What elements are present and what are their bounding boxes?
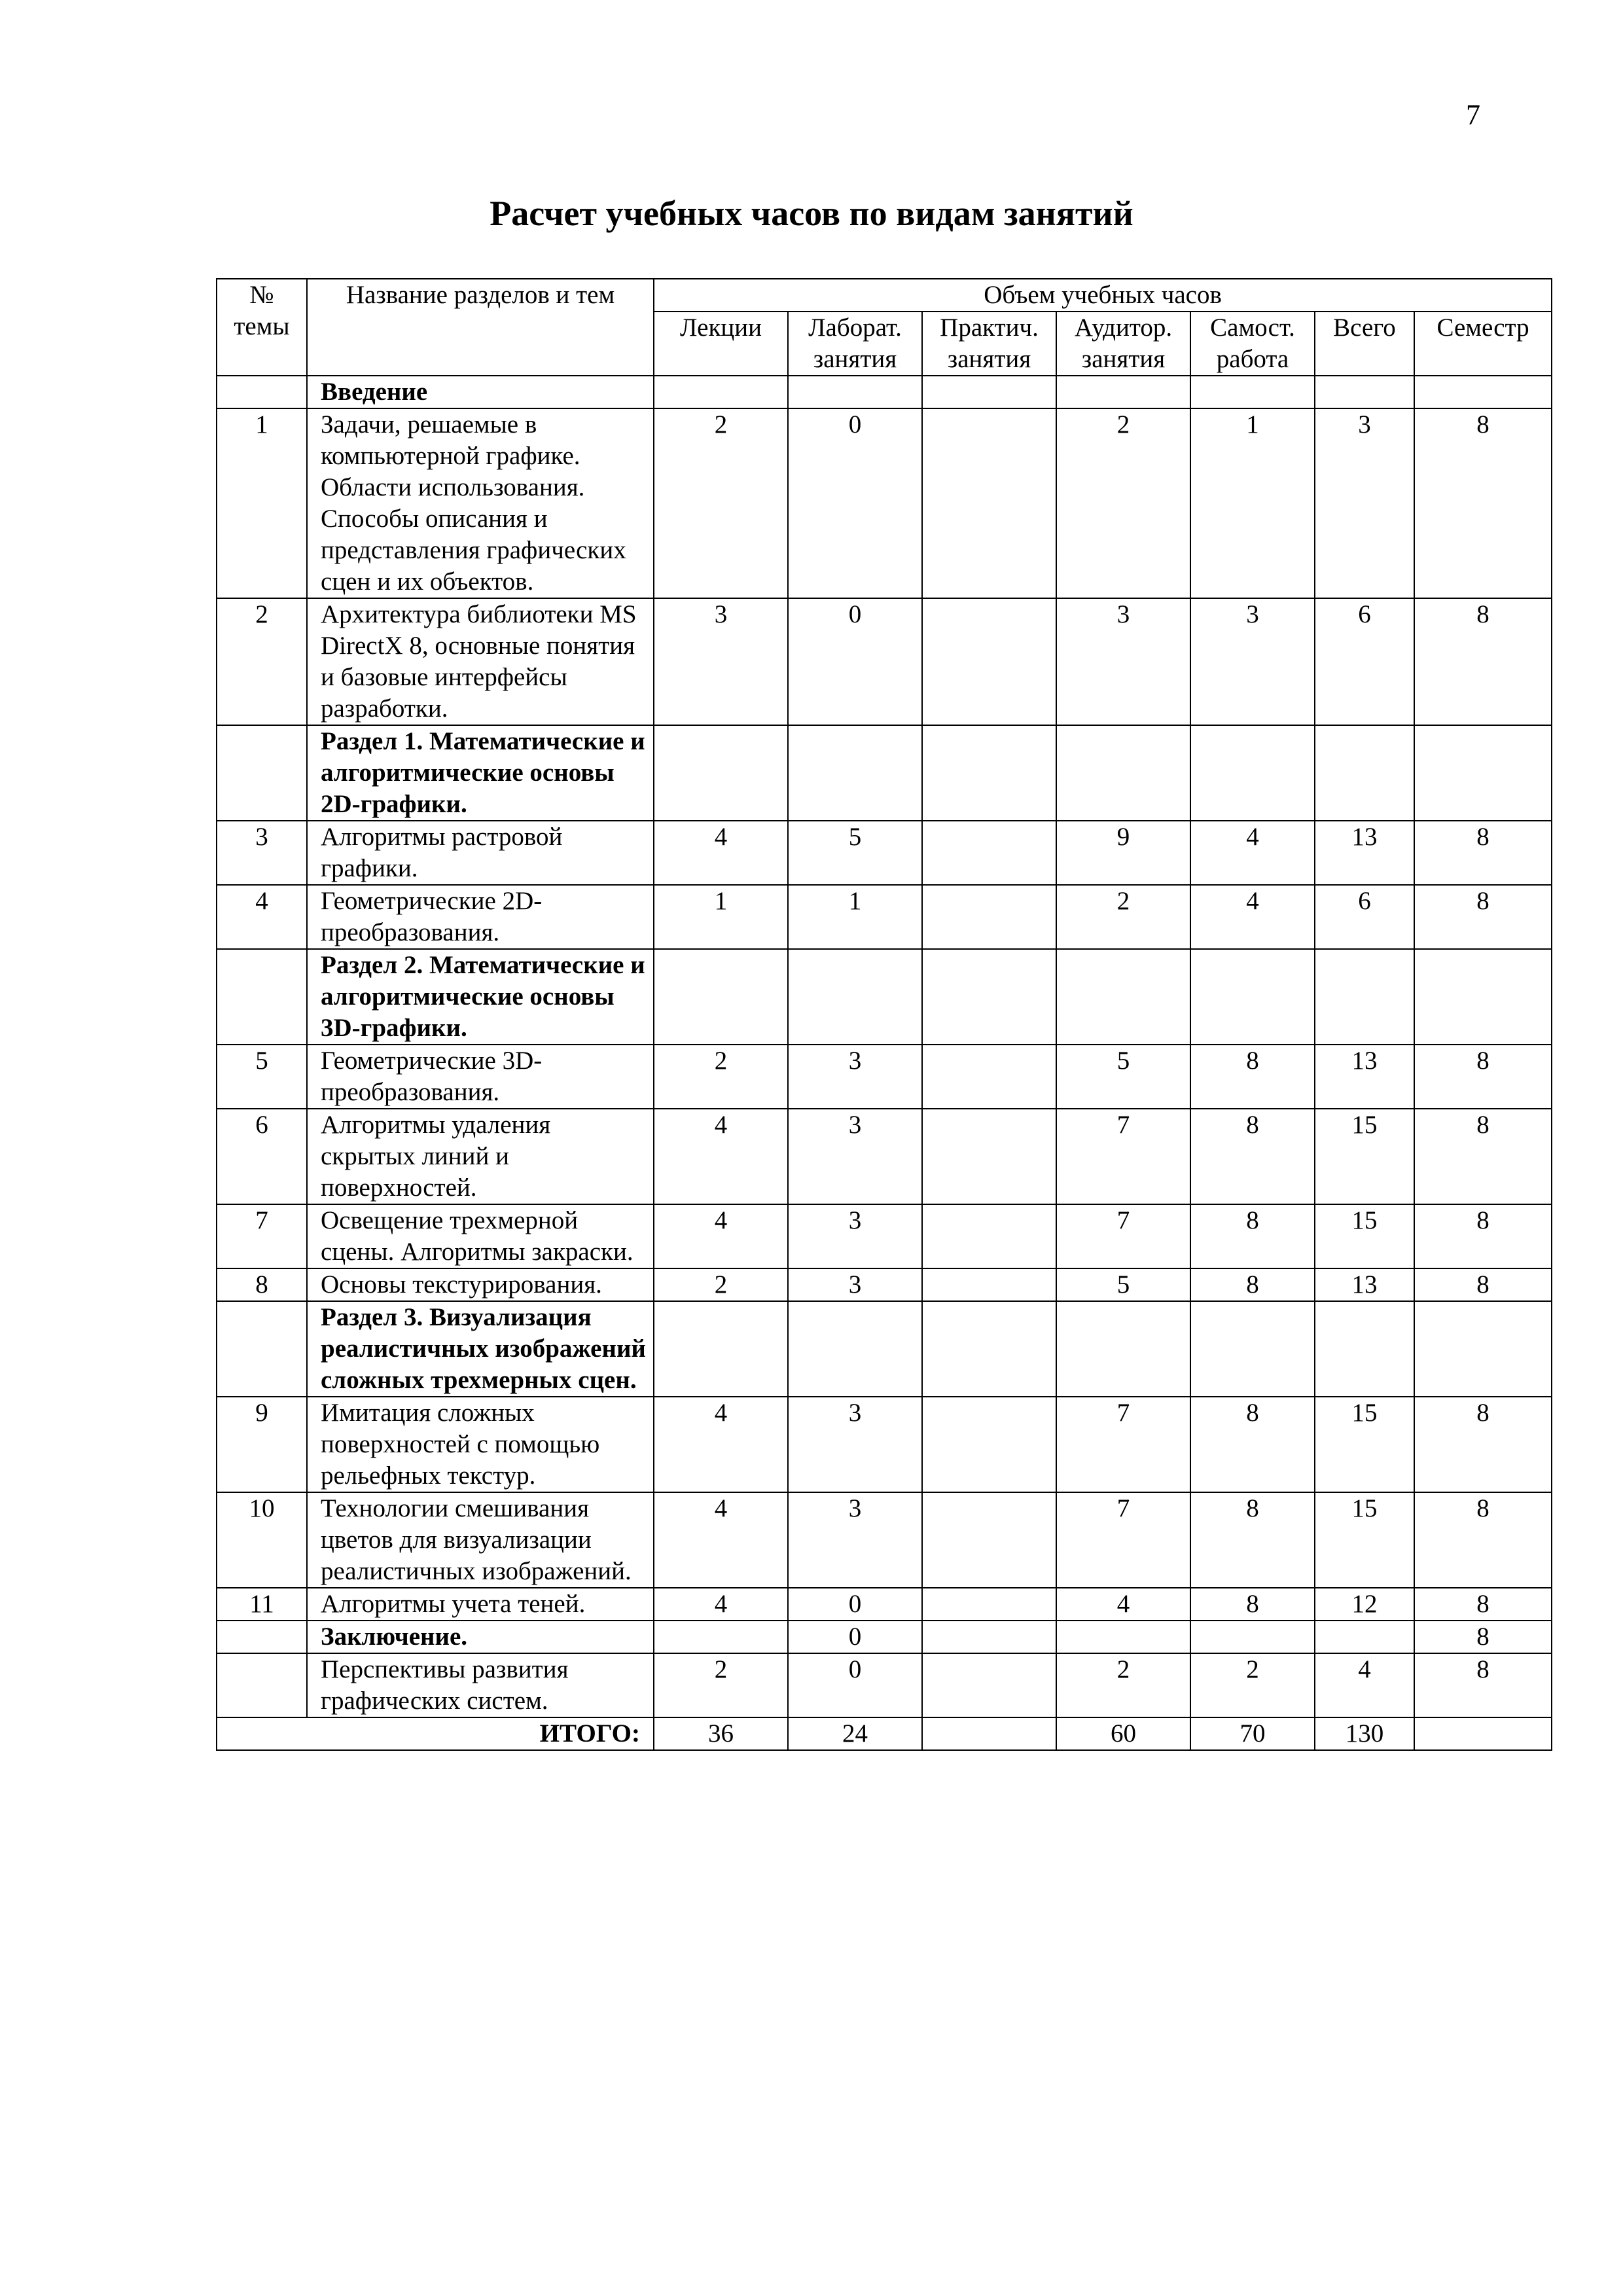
lectures-cell: 2	[654, 408, 788, 598]
total-classroom: 60	[1056, 1717, 1190, 1750]
topic-number-cell: 4	[217, 885, 307, 949]
section-title-cell: Введение	[307, 376, 654, 408]
labs-cell	[788, 376, 922, 408]
practice-cell	[922, 1301, 1056, 1397]
total-cell: 4	[1315, 1653, 1414, 1717]
total-label: ИТОГО:	[217, 1717, 654, 1750]
lectures-cell	[654, 949, 788, 1045]
practice-cell	[922, 408, 1056, 598]
total-row	[217, 1717, 1552, 1750]
self-study-cell: 8	[1190, 1492, 1315, 1588]
lectures-cell: 2	[654, 1653, 788, 1717]
semester-cell: 8	[1414, 885, 1552, 949]
total-cell	[1315, 725, 1414, 821]
semester-cell: 8	[1414, 598, 1552, 725]
semester-cell	[1414, 725, 1552, 821]
topic-name-cell: Освещение трехмерной сцены. Алгоритмы закраски.	[307, 1204, 654, 1268]
total-cell: 6	[1315, 598, 1414, 725]
self-study-cell: 8	[1190, 1268, 1315, 1301]
header-semester: Семестр	[1414, 312, 1552, 376]
self-study-cell: 8	[1190, 1204, 1315, 1268]
table-row	[217, 1268, 1552, 1301]
practice-cell	[922, 1621, 1056, 1653]
topic-number-cell: 1	[217, 408, 307, 598]
labs-cell	[788, 1301, 922, 1397]
topic-name-cell: Алгоритмы растровой графики.	[307, 821, 654, 885]
lectures-cell: 2	[654, 1045, 788, 1109]
classroom-cell: 7	[1056, 1492, 1190, 1588]
table-row	[217, 1588, 1552, 1621]
header-practice: Практич. занятия	[922, 312, 1056, 376]
table-header	[217, 279, 1552, 376]
practice-cell	[922, 1268, 1056, 1301]
labs-cell	[788, 725, 922, 821]
topic-name-cell: Алгоритмы удаления скрытых линий и поверхностей.	[307, 1109, 654, 1204]
table-row	[217, 598, 1552, 725]
total-cell: 15	[1315, 1204, 1414, 1268]
lectures-cell: 4	[654, 1588, 788, 1621]
topic-name-cell: Геометрические 2D-преобразования.	[307, 885, 654, 949]
topic-number-cell	[217, 1301, 307, 1397]
topic-number-cell: 10	[217, 1492, 307, 1588]
classroom-cell: 2	[1056, 408, 1190, 598]
lectures-cell: 4	[654, 821, 788, 885]
semester-cell	[1414, 376, 1552, 408]
table-row	[217, 1045, 1552, 1109]
practice-cell	[922, 1492, 1056, 1588]
hours-table	[216, 278, 1552, 1751]
self-study-cell	[1190, 949, 1315, 1045]
self-study-cell: 8	[1190, 1397, 1315, 1492]
topic-name-cell: Имитация сложных поверхностей с помощью рельефных текстур.	[307, 1397, 654, 1492]
self-study-cell: 3	[1190, 598, 1315, 725]
labs-cell: 3	[788, 1492, 922, 1588]
self-study-cell	[1190, 725, 1315, 821]
topic-number-cell	[217, 376, 307, 408]
total-cell	[1315, 949, 1414, 1045]
table-body	[217, 376, 1552, 1717]
semester-cell: 8	[1414, 1268, 1552, 1301]
lectures-cell	[654, 1621, 788, 1653]
total-cell: 6	[1315, 885, 1414, 949]
practice-cell	[922, 376, 1056, 408]
total-cell: 13	[1315, 1268, 1414, 1301]
total-lectures: 36	[654, 1717, 788, 1750]
practice-cell	[922, 1109, 1056, 1204]
total-cell: 13	[1315, 1045, 1414, 1109]
semester-cell: 8	[1414, 1109, 1552, 1204]
classroom-cell: 7	[1056, 1397, 1190, 1492]
topic-name-cell: Технологии смешивания цветов для визуализации реалистичных изображений.	[307, 1492, 654, 1588]
semester-cell: 8	[1414, 821, 1552, 885]
self-study-cell: 8	[1190, 1588, 1315, 1621]
total-semester	[1414, 1717, 1552, 1750]
total-practice	[922, 1717, 1056, 1750]
lectures-cell: 1	[654, 885, 788, 949]
practice-cell	[922, 1397, 1056, 1492]
labs-cell: 3	[788, 1045, 922, 1109]
labs-cell: 1	[788, 885, 922, 949]
semester-cell	[1414, 949, 1552, 1045]
self-study-cell	[1190, 1301, 1315, 1397]
topic-number-cell: 7	[217, 1204, 307, 1268]
table-row	[217, 1109, 1552, 1204]
topic-number-cell: 6	[217, 1109, 307, 1204]
section-title-cell: Раздел 1. Математические и алгоритмические основы 2D-графики.	[307, 725, 654, 821]
section-row	[217, 725, 1552, 821]
lectures-cell	[654, 376, 788, 408]
self-study-cell: 4	[1190, 821, 1315, 885]
lectures-cell	[654, 725, 788, 821]
section-title-cell: Заключение.	[307, 1621, 654, 1653]
topic-name-cell: Алгоритмы учета теней.	[307, 1588, 654, 1621]
labs-cell: 5	[788, 821, 922, 885]
page-title: Расчет учебных часов по видам занятий	[490, 194, 1133, 233]
classroom-cell: 4	[1056, 1588, 1190, 1621]
topic-number-cell: 3	[217, 821, 307, 885]
topic-number-cell: 5	[217, 1045, 307, 1109]
labs-cell: 3	[788, 1204, 922, 1268]
classroom-cell	[1056, 1301, 1190, 1397]
header-total: Всего	[1315, 312, 1414, 376]
semester-cell: 8	[1414, 1621, 1552, 1653]
labs-cell	[788, 949, 922, 1045]
practice-cell	[922, 1588, 1056, 1621]
classroom-cell: 7	[1056, 1109, 1190, 1204]
topic-name-cell: Геометрические 3D-преобразования.	[307, 1045, 654, 1109]
header-hours-volume: Объем учебных часов	[654, 279, 1552, 312]
practice-cell	[922, 1204, 1056, 1268]
semester-cell: 8	[1414, 1045, 1552, 1109]
self-study-cell: 4	[1190, 885, 1315, 949]
classroom-cell	[1056, 725, 1190, 821]
section-title-cell: Раздел 3. Визуализация реалистичных изображений сложных трехмерных сцен.	[307, 1301, 654, 1397]
topic-name-cell: Задачи, решаемые в компьютерной графике. Области использования. Способы описания и представления графических сцен и их объектов.	[307, 408, 654, 598]
practice-cell	[922, 1653, 1056, 1717]
self-study-cell: 2	[1190, 1653, 1315, 1717]
section-title-cell: Раздел 2. Математические и алгоритмические основы 3D-графики.	[307, 949, 654, 1045]
classroom-cell: 9	[1056, 821, 1190, 885]
total-labs: 24	[788, 1717, 922, 1750]
table-row	[217, 1397, 1552, 1492]
labs-cell: 0	[788, 1653, 922, 1717]
section-row	[217, 1301, 1552, 1397]
table-row	[217, 821, 1552, 885]
table-row	[217, 408, 1552, 598]
topic-number-cell: 2	[217, 598, 307, 725]
semester-cell: 8	[1414, 1492, 1552, 1588]
semester-cell: 8	[1414, 1204, 1552, 1268]
semester-cell: 8	[1414, 1653, 1552, 1717]
practice-cell	[922, 598, 1056, 725]
self-study-cell: 1	[1190, 408, 1315, 598]
labs-cell: 0	[788, 408, 922, 598]
practice-cell	[922, 821, 1056, 885]
topic-number-cell	[217, 949, 307, 1045]
total-cell: 15	[1315, 1109, 1414, 1204]
header-self-study: Самост. работа	[1190, 312, 1315, 376]
topic-name-cell: Основы текстурирования.	[307, 1268, 654, 1301]
table-row	[217, 1492, 1552, 1588]
header-classroom: Аудитор. занятия	[1056, 312, 1190, 376]
labs-cell: 0	[788, 598, 922, 725]
total-all: 130	[1315, 1717, 1414, 1750]
lectures-cell: 2	[654, 1268, 788, 1301]
classroom-cell	[1056, 376, 1190, 408]
semester-cell: 8	[1414, 1588, 1552, 1621]
classroom-cell: 5	[1056, 1268, 1190, 1301]
total-cell: 15	[1315, 1397, 1414, 1492]
lectures-cell: 4	[654, 1492, 788, 1588]
labs-cell: 3	[788, 1268, 922, 1301]
semester-cell	[1414, 1301, 1552, 1397]
semester-cell: 8	[1414, 408, 1552, 598]
practice-cell	[922, 1045, 1056, 1109]
topic-name-cell: Архитектура библиотеки MS DirectX 8, основные понятия и базовые интерфейсы разработки.	[307, 598, 654, 725]
labs-cell: 3	[788, 1397, 922, 1492]
total-cell	[1315, 376, 1414, 408]
section-row	[217, 949, 1552, 1045]
classroom-cell: 5	[1056, 1045, 1190, 1109]
self-study-cell	[1190, 376, 1315, 408]
classroom-cell: 3	[1056, 598, 1190, 725]
classroom-cell: 7	[1056, 1204, 1190, 1268]
self-study-cell	[1190, 1621, 1315, 1653]
header-topic-number: № темы	[217, 279, 307, 376]
section-row	[217, 376, 1552, 408]
topic-number-cell	[217, 1653, 307, 1717]
semester-cell: 8	[1414, 1397, 1552, 1492]
lectures-cell: 4	[654, 1204, 788, 1268]
lectures-cell: 4	[654, 1109, 788, 1204]
page-number: 7	[1466, 99, 1480, 131]
table-row	[217, 885, 1552, 949]
self-study-cell: 8	[1190, 1109, 1315, 1204]
topic-number-cell: 9	[217, 1397, 307, 1492]
total-cell: 15	[1315, 1492, 1414, 1588]
labs-cell: 3	[788, 1109, 922, 1204]
lectures-cell	[654, 1301, 788, 1397]
header-section-name: Название разделов и тем	[307, 279, 654, 376]
practice-cell	[922, 949, 1056, 1045]
total-cell	[1315, 1621, 1414, 1653]
classroom-cell	[1056, 949, 1190, 1045]
labs-cell: 0	[788, 1588, 922, 1621]
total-cell: 12	[1315, 1588, 1414, 1621]
labs-cell: 0	[788, 1621, 922, 1653]
topic-number-cell	[217, 725, 307, 821]
topic-name-cell: Перспективы развития графических систем.	[307, 1653, 654, 1717]
total-cell	[1315, 1301, 1414, 1397]
section-row	[217, 1621, 1552, 1653]
practice-cell	[922, 885, 1056, 949]
lectures-cell: 3	[654, 598, 788, 725]
classroom-cell	[1056, 1621, 1190, 1653]
classroom-cell: 2	[1056, 1653, 1190, 1717]
topic-number-cell: 8	[217, 1268, 307, 1301]
total-cell: 3	[1315, 408, 1414, 598]
topic-number-cell: 11	[217, 1588, 307, 1621]
practice-cell	[922, 725, 1056, 821]
topic-number-cell	[217, 1621, 307, 1653]
classroom-cell: 2	[1056, 885, 1190, 949]
table-row	[217, 1653, 1552, 1717]
header-labs: Лаборат. занятия	[788, 312, 922, 376]
header-lectures: Лекции	[654, 312, 788, 376]
self-study-cell: 8	[1190, 1045, 1315, 1109]
lectures-cell: 4	[654, 1397, 788, 1492]
total-self-study: 70	[1190, 1717, 1315, 1750]
total-cell: 13	[1315, 821, 1414, 885]
table-row	[217, 1204, 1552, 1268]
